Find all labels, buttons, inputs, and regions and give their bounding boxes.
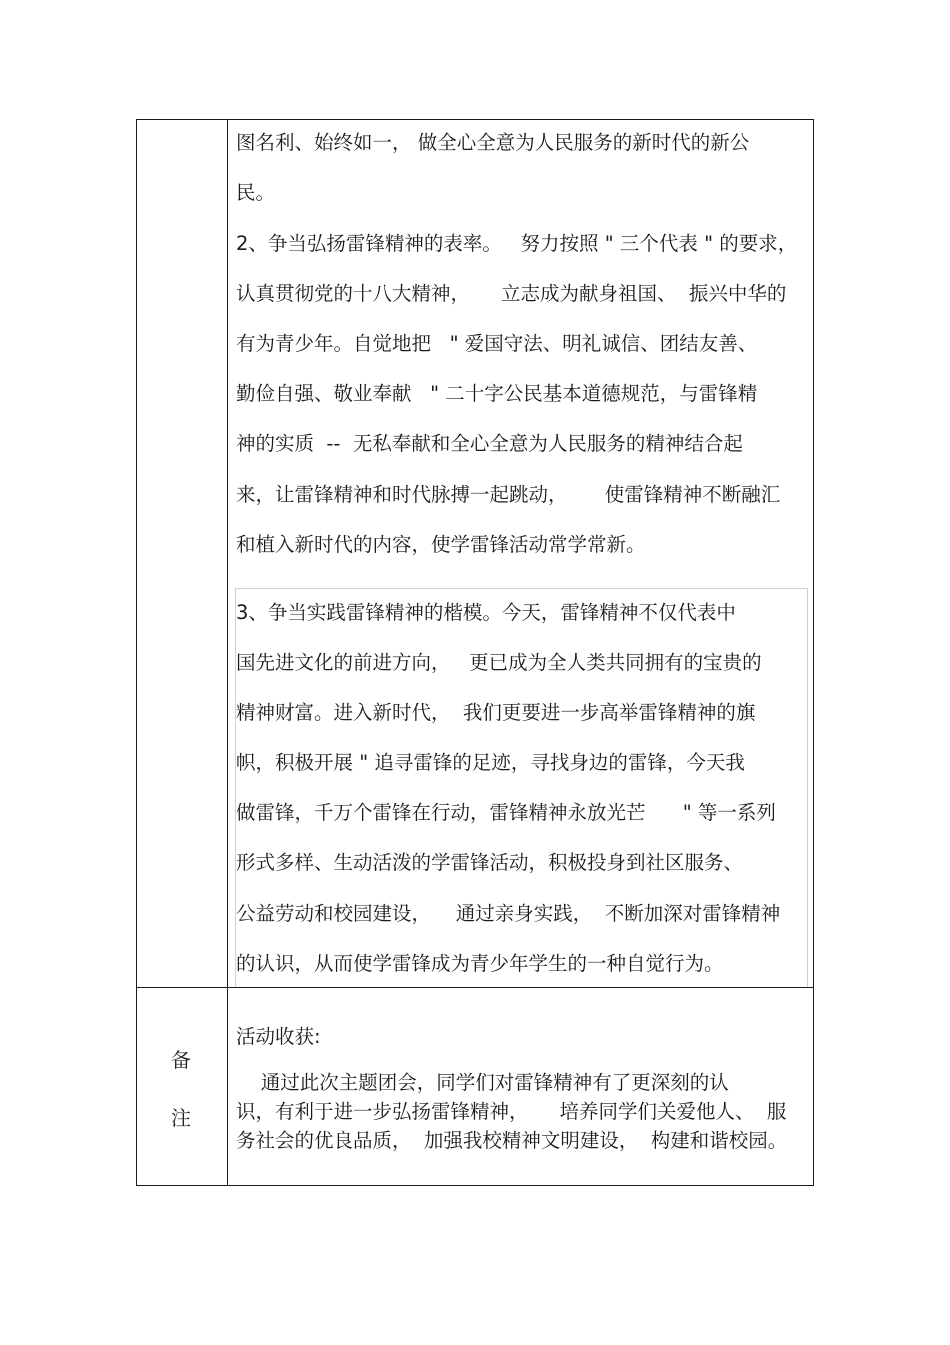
text-line: 勤俭自强、敬业奉献 " 二十字公民基本道德规范，与雷锋精 <box>236 382 758 405</box>
text-line: 形式多样、生动活泼的学雷锋活动，积极投身到社区服务、 <box>236 851 744 874</box>
text-line: 帜，积极开展 " 追寻雷锋的足迹，寻找身边的雷锋，今天我 <box>236 751 745 774</box>
text-line: 和植入新时代的内容，使学雷锋活动常学常新。 <box>236 533 646 556</box>
text-line: 3、争当实践雷锋精神的楷模。今天，雷锋精神不仅代表中 <box>236 601 736 624</box>
text-line: 有为青少年。自觉地把 " 爱国守法、明礼诚信、团结友善、 <box>236 332 758 355</box>
remarks-heading: 活动收获: <box>236 1025 321 1048</box>
text-line: 公益劳动和校园建设， 通过亲身实践， 不断加深对雷锋精神 <box>236 902 781 925</box>
text-line: 国先进文化的前进方向， 更已成为全人类共同拥有的宝贵的 <box>236 651 762 674</box>
row-divider <box>137 987 813 988</box>
text-line: 的认识，从而使学雷锋成为青少年学生的一种自觉行为。 <box>236 952 724 975</box>
text-line: 认真贯彻党的十八大精神， 立志成为献身祖国、 振兴中华的 <box>236 282 787 305</box>
text-line: 识，有利于进一步弘扬雷锋精神， 培养同学们关爱他人、 服 <box>236 1100 787 1123</box>
remarks-label-char: 注 <box>171 1106 191 1130</box>
text-line: 通过此次主题团会，同学们对雷锋精神有了更深刻的认 <box>236 1071 729 1094</box>
inner-text-box <box>235 588 808 987</box>
text-line: 务社会的优良品质， 加强我校精神文明建设， 构建和谐校园。 <box>236 1129 788 1152</box>
text-line: 做雷锋，千万个雷锋在行动，雷锋精神永放光芒 " 等一系列 <box>236 801 776 824</box>
text-line: 精神财富。进入新时代， 我们更要进一步高举雷锋精神的旗 <box>236 701 756 724</box>
text-line: 图名利、始终如一， 做全心全意为人民服务的新时代的新公 <box>236 131 750 154</box>
text-line: 2、争当弘扬雷锋精神的表率。 努力按照 " 三个代表 " 的要求， <box>236 232 798 255</box>
text-line: 神的实质 -- 无私奉献和全心全意为人民服务的精神结合起 <box>236 432 743 455</box>
text-line: 民。 <box>236 181 276 204</box>
column-divider <box>227 120 228 1185</box>
text-line: 来，让雷锋精神和时代脉搏一起跳动， 使雷锋精神不断融汇 <box>236 483 781 506</box>
remarks-label-char: 备 <box>171 1048 191 1072</box>
